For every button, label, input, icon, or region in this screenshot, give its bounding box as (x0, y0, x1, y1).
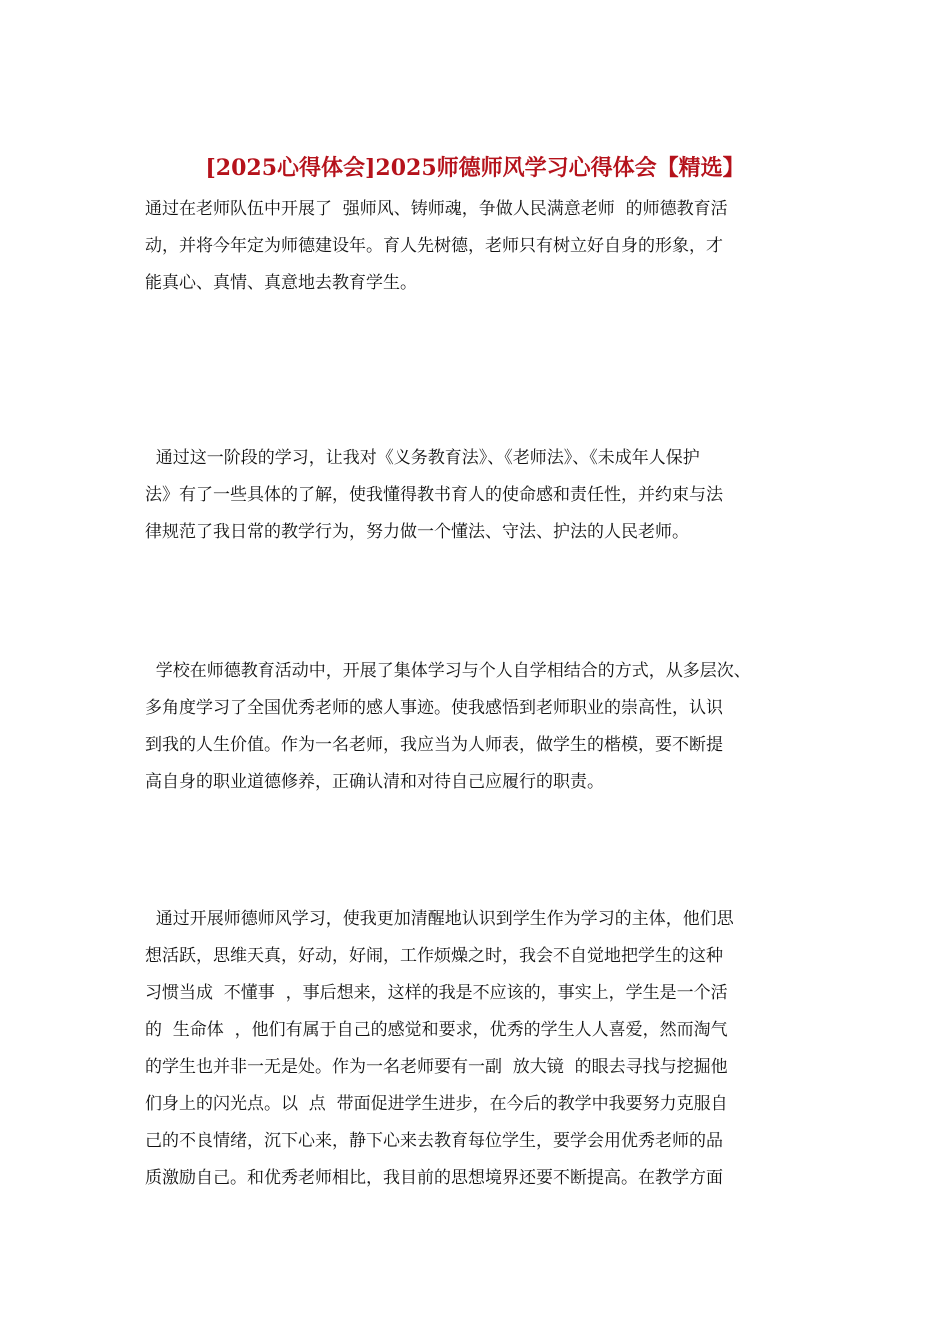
paragraph-line: 们身上的闪光点。以 点 带面促进学生进步，在今后的教学中我要努力克服自 (145, 1094, 728, 1114)
paragraph-line: 己的不良情绪，沉下心来，静下心来去教育每位学生，要学会用优秀老师的品 (145, 1131, 723, 1151)
paragraph-line: 高自身的职业道德修养，正确认清和对待自己应履行的职责。 (145, 772, 604, 792)
paragraph-line: 通过在老师队伍中开展了 强师风、铸师魂，争做人民满意老师 的师德教育活 (145, 199, 728, 219)
paragraph-line: 多角度学习了全国优秀老师的感人事迹。使我感悟到老师职业的崇高性，认识 (145, 698, 723, 718)
paragraph-line: 动，并将今年定为师德建设年。育人先树德，老师只有树立好自身的形象，才 (145, 236, 723, 256)
paragraph-line: 通过开展师德师风学习，使我更加清醒地认识到学生作为学习的主体，他们思 (145, 909, 734, 929)
paragraph-line: 的 生命体 ，他们有属于自己的感觉和要求，优秀的学生人人喜爱，然而淘气 (145, 1020, 728, 1040)
paragraph-line: 通过这一阶段的学习，让我对《义务教育法》、《老师法》、《未成年人保护 (145, 448, 700, 468)
paragraph-1 (145, 191, 835, 302)
paragraph-2 (145, 440, 835, 551)
paragraph-line: 学校在师德教育活动中，开展了集体学习与个人自学相结合的方式，从多层次、 (145, 661, 751, 681)
paragraph-line: 想活跃，思维天真，好动，好闹，工作烦燥之时，我会不自觉地把学生的这种 (145, 946, 723, 966)
paragraph-line: 的学生也并非一无是处。作为一名老师要有一副 放大镜 的眼去寻找与挖掘他 (145, 1057, 728, 1077)
paragraph-3 (145, 653, 835, 801)
paragraph-line: 到我的人生价值。作为一名老师，我应当为人师表，做学生的楷模，要不断提 (145, 735, 723, 755)
paragraph-4 (145, 901, 835, 1197)
paragraph-line: 质激励自己。和优秀老师相比，我目前的思想境界还要不断提高。在教学方面 (145, 1168, 723, 1188)
paragraph-line: 律规范了我日常的教学行为，努力做一个懂法、守法、护法的人民老师。 (145, 522, 689, 542)
paragraph-line: 法》有了一些具体的了解，使我懂得教书育人的使命感和责任性，并约束与法 (145, 485, 723, 505)
paragraph-line: 习惯当成 不懂事 ，事后想来，这样的我是不应该的，事实上，学生是一个活 (145, 983, 728, 1003)
document-title: [2025心得体会]2025师德师风学习心得体会【精选】 (205, 155, 745, 181)
paragraph-line: 能真心、真情、真意地去教育学生。 (145, 273, 417, 293)
